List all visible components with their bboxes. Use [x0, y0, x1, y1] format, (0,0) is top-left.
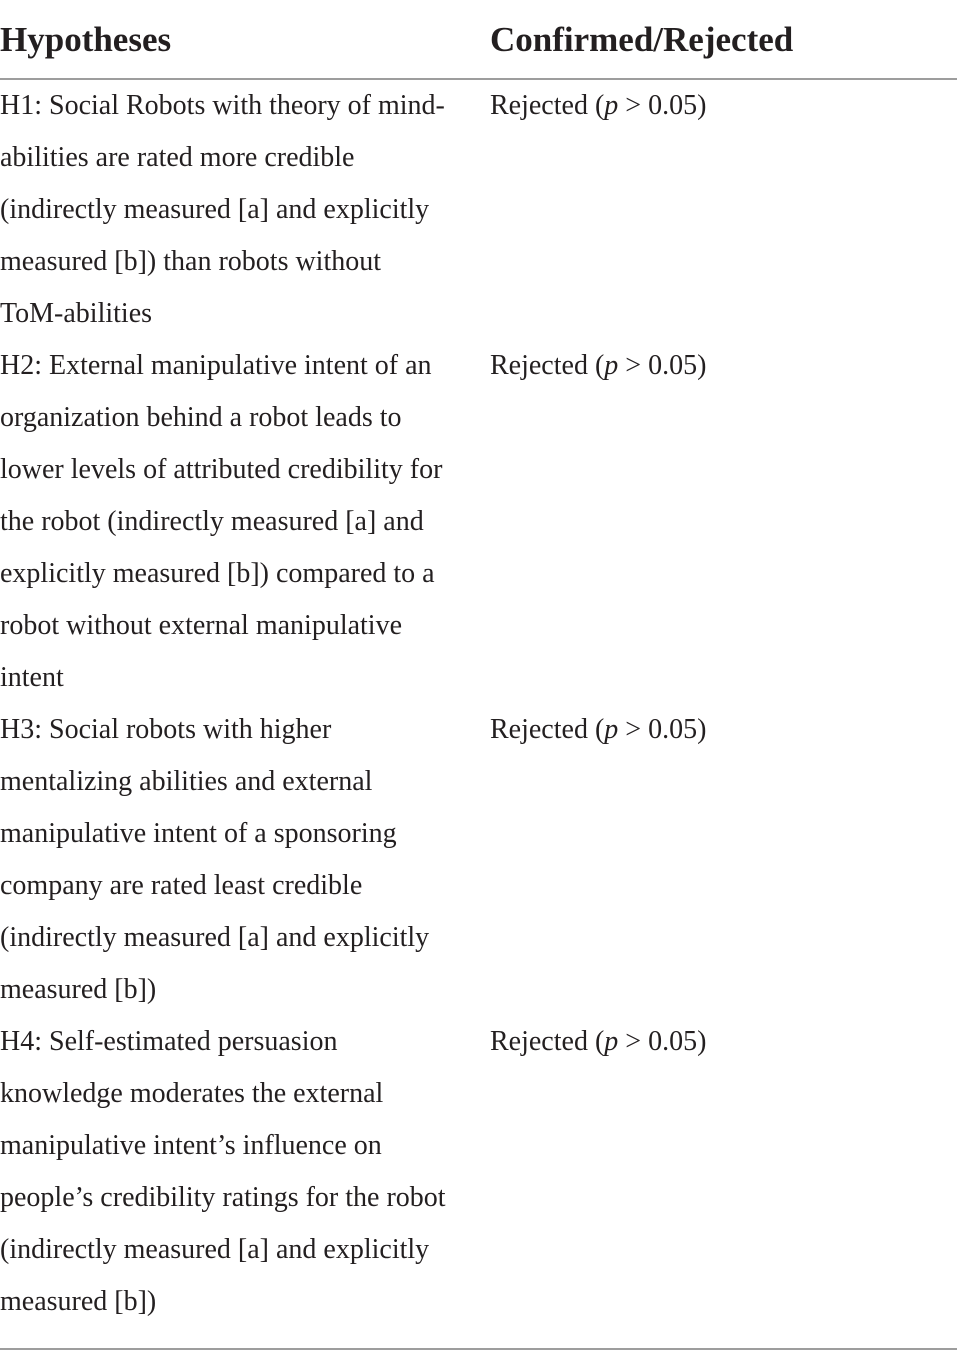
result-symbol: p	[604, 714, 619, 745]
result-cell	[490, 80, 957, 340]
result-symbol: p	[604, 350, 619, 381]
table-row	[0, 340, 957, 704]
result-prefix: Rejected (	[490, 90, 605, 121]
result-symbol: p	[604, 1026, 619, 1057]
hypothesis-cell: H2: External manipulative intent of an organization behind a robot leads to lower levels of attributed credibility for the robot (indirectly measured [a] and explicitly measured [b]) compared to a robot without external manipulative intent	[0, 350, 443, 693]
result-cell	[490, 704, 957, 1016]
column-header-status: Confirmed/Rejected	[490, 20, 794, 59]
hypothesis-cell: H4: Self-estimated persuasion knowledge moderates the external manipulative intent’s influence on people’s credibility ratings for the robot (indirectly measured [a] and explicitly measured [b])	[0, 1026, 446, 1317]
result-suffix: > 0.05)	[618, 1026, 707, 1057]
result-prefix: Rejected (	[490, 1026, 605, 1057]
result-prefix: Rejected (	[490, 350, 605, 381]
result-suffix: > 0.05)	[618, 714, 707, 745]
hypothesis-cell: H1: Social Robots with theory of mind- abilities are rated more credible (indirectly measured [a] and explicitly measured [b]) than robots without ToM-abilities	[0, 90, 445, 329]
table-header-row	[0, 0, 957, 80]
result-suffix: > 0.05)	[618, 90, 707, 121]
table-row	[0, 1016, 957, 1328]
result-prefix: Rejected (	[490, 714, 605, 745]
result-cell	[490, 1016, 957, 1328]
table-row	[0, 80, 957, 340]
result-suffix: > 0.05)	[618, 350, 707, 381]
result-cell	[490, 340, 957, 704]
hypothesis-cell: H3: Social robots with higher mentalizing abilities and external manipulative intent of a sponsoring company are rated least credible (indirectly measured [a] and explicitly measured [b])	[0, 714, 430, 1005]
result-symbol: p	[604, 90, 619, 121]
column-header-hypotheses: Hypotheses	[0, 20, 172, 59]
table-row	[0, 704, 957, 1016]
